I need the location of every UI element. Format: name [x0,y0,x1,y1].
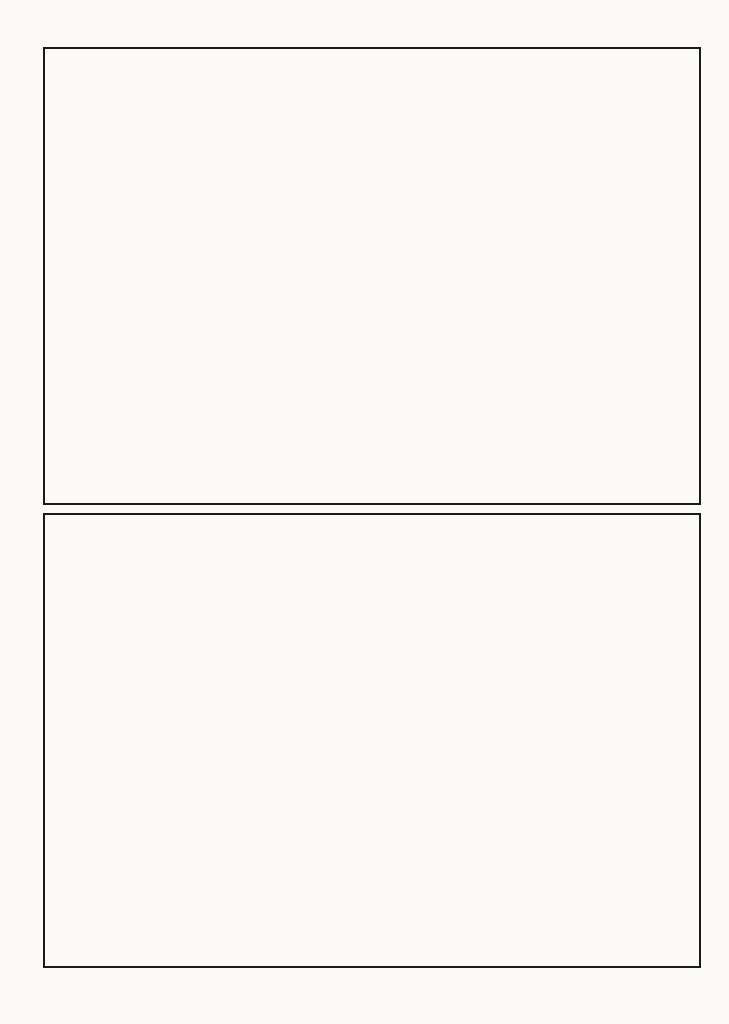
directory-table-bottom [43,513,701,968]
directory-table-top [43,47,701,505]
